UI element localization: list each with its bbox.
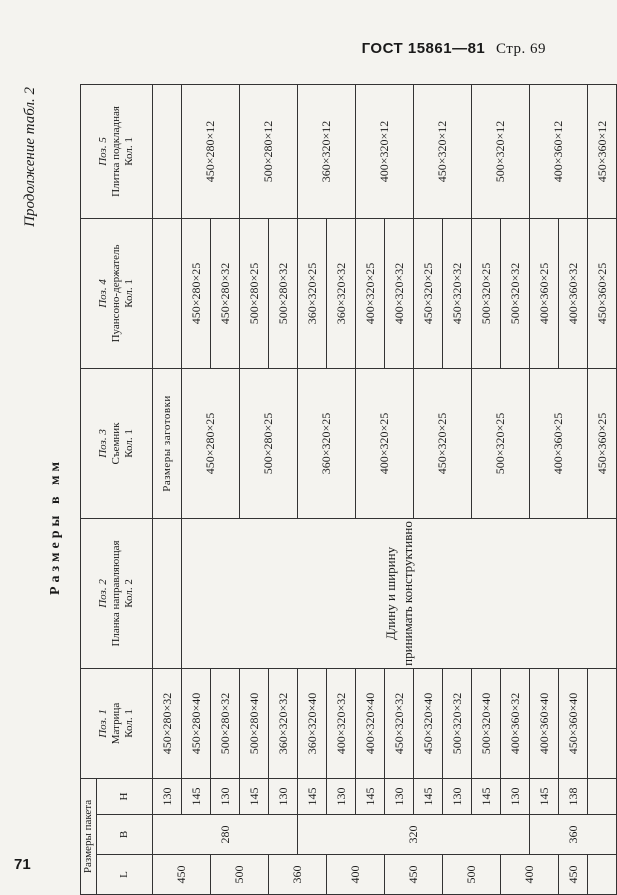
cell-H: 130	[327, 778, 356, 814]
cell-pos4: 360×320×25	[298, 218, 327, 368]
cell-L: 400	[501, 855, 559, 895]
cell-pos5: 400×320×12	[356, 84, 414, 218]
header-B: B	[97, 815, 153, 855]
cell-H-empty	[588, 778, 617, 814]
cell-L: 500	[211, 855, 269, 895]
cell-pos5: 400×360×12	[530, 84, 588, 218]
cell-H: 145	[298, 778, 327, 814]
cell-pos4: 500×280×32	[269, 218, 298, 368]
page-header	[362, 40, 546, 58]
packet-header: Размеры пакета	[81, 778, 97, 894]
cell-H: 145	[414, 778, 443, 814]
cell-pos4: 500×320×25	[472, 218, 501, 368]
cell-L-empty	[588, 855, 617, 895]
cell-pos5: 500×320×12	[472, 84, 530, 218]
header-pos1: Поз. 1 Матрица Кол. 1	[81, 668, 153, 778]
cell-B: 360	[530, 815, 617, 855]
blanks-label-left	[153, 518, 182, 668]
cell-pos5: 450×280×12	[182, 84, 240, 218]
header-pos2: Поз. 2 Планка направляющая Кол. 2	[81, 518, 153, 668]
pos2-note: Длину и ширину принимать конструктивно	[182, 518, 617, 668]
cell-L: 500	[443, 855, 501, 895]
cell-pos4: 450×280×25	[182, 218, 211, 368]
blanks-label: Размеры заготовки	[153, 368, 182, 518]
cell-L: 400	[327, 855, 385, 895]
header-L: L	[97, 855, 153, 895]
header-H: H	[97, 778, 153, 814]
standard-number: ГОСТ 15861—81	[361, 40, 486, 57]
cell-pos4: 450×360×25	[588, 218, 617, 368]
cell-H: 145	[472, 778, 501, 814]
cell-L: 360	[269, 855, 327, 895]
cell-H: 130	[501, 778, 530, 814]
cell-pos1: 500×320×32	[443, 668, 472, 778]
page-number: 71	[14, 856, 31, 873]
cell-pos1: 400×320×32	[327, 668, 356, 778]
cell-L: 450	[559, 855, 588, 895]
cell-B: 320	[298, 815, 530, 855]
cell-pos5: 360×320×12	[298, 84, 356, 218]
cell-H: 138	[559, 778, 588, 814]
dimensions-title: Размеры в мм	[48, 457, 63, 595]
cell-pos1: 500×280×40	[240, 668, 269, 778]
cell-pos4: 450×320×25	[414, 218, 443, 368]
cell-pos3: 500×280×25	[240, 368, 298, 518]
cell-pos3: 400×320×25	[356, 368, 414, 518]
header-pos3: Поз. 3 Съемник Кол. 1	[81, 368, 153, 518]
cell-H: 130	[269, 778, 298, 814]
cell-pos4: 400×320×32	[385, 218, 414, 368]
cell-pos4: 360×320×32	[327, 218, 356, 368]
cell-H: 145	[356, 778, 385, 814]
cell-pos4: 400×320×25	[356, 218, 385, 368]
cell-pos1: 450×280×32	[153, 668, 182, 778]
cell-pos4: 500×280×25	[240, 218, 269, 368]
cell-H: 130	[211, 778, 240, 814]
blanks-label-pos4	[153, 218, 182, 368]
cell-pos5: 450×320×12	[414, 84, 472, 218]
rotated-table-area	[20, 75, 609, 895]
cell-H: 130	[443, 778, 472, 814]
cell-pos3: 360×320×25	[298, 368, 356, 518]
header-pos5: Поз. 5 Плитка подкладная Кол. 1	[81, 84, 153, 218]
cell-pos3: 450×280×25	[182, 368, 240, 518]
cell-H: 145	[240, 778, 269, 814]
cell-pos1: 400×360×40	[530, 668, 559, 778]
blanks-label-pos5	[153, 84, 182, 218]
cell-pos1: 400×320×40	[356, 668, 385, 778]
cell-pos1: 400×360×32	[501, 668, 530, 778]
cell-pos1: 360×320×40	[298, 668, 327, 778]
cell-L: 450	[385, 855, 443, 895]
cell-pos3: 400×360×25	[530, 368, 588, 518]
cell-pos4: 500×320×32	[501, 218, 530, 368]
cell-pos4: 450×280×32	[211, 218, 240, 368]
page-label: Стр. 69	[495, 41, 546, 57]
cell-pos1: 500×320×40	[472, 668, 501, 778]
cell-pos5: 500×280×12	[240, 84, 298, 218]
cell-pos4: 400×360×32	[559, 218, 588, 368]
dimensions-table	[80, 84, 617, 895]
cell-pos3: 450×320×25	[414, 368, 472, 518]
cell-H: 130	[385, 778, 414, 814]
cell-pos5: 450×360×12	[588, 84, 617, 218]
cell-H: 145	[530, 778, 559, 814]
cell-B: 280	[153, 815, 298, 855]
cell-pos1: 450×280×40	[182, 668, 211, 778]
cell-H: 130	[153, 778, 182, 814]
cell-L: 450	[153, 855, 211, 895]
cell-pos4: 400×360×25	[530, 218, 559, 368]
cell-pos1: 450×320×32	[385, 668, 414, 778]
continuation-label: Продолжение табл. 2	[22, 87, 38, 227]
cell-pos1: 360×320×32	[269, 668, 298, 778]
cell-pos4: 450×320×32	[443, 218, 472, 368]
cell-H: 145	[182, 778, 211, 814]
cell-pos1: 500×280×32	[211, 668, 240, 778]
header-pos4: Поз. 4 Пуансоно-держатель Кол. 1	[81, 218, 153, 368]
cell-pos1: 450×320×40	[414, 668, 443, 778]
cell-pos3: 450×360×25	[588, 368, 617, 518]
cell-pos3: 500×320×25	[472, 368, 530, 518]
cell-pos1-empty	[588, 668, 617, 778]
cell-pos1: 450×360×40	[559, 668, 588, 778]
